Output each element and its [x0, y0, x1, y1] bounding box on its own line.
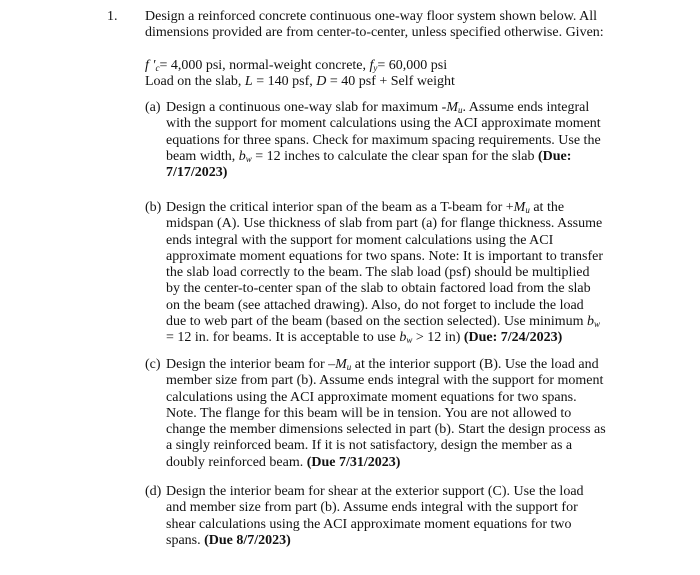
text-line	[145, 74, 455, 90]
problem-number: 1.	[107, 9, 118, 24]
text-line	[166, 281, 603, 297]
text-segment: Design the interior beam for –	[166, 357, 336, 372]
part-a	[145, 100, 601, 181]
problem-intro	[145, 9, 604, 42]
text-segment: w	[245, 153, 252, 164]
text-segment: w	[406, 335, 413, 346]
text-segment: b	[399, 330, 407, 346]
part-d-label: (d)	[145, 484, 162, 499]
text-segment: member size from part (b). Assume ends integral with the support for moment	[166, 373, 604, 389]
text-segment: M	[335, 357, 347, 372]
text-line	[166, 484, 584, 500]
text-segment: c	[155, 63, 160, 73]
text-segment: by the center-to-center span of the slab to obtain factored load from the slab	[166, 281, 591, 297]
text-segment: y	[373, 63, 378, 73]
text-segment: change the member dimensions selected in part (b). Start the design process as	[166, 422, 606, 438]
text-segment: shear calculations using the ACI approximate moment equations for two	[166, 516, 572, 532]
text-line	[166, 216, 603, 232]
text-segment: b	[238, 148, 246, 164]
text-line	[166, 455, 606, 471]
text-segment: L	[244, 74, 253, 90]
part-d	[145, 484, 584, 549]
text-segment: beam width,	[166, 148, 239, 164]
text-segment: dimensions provided are from center-to-center, unless specified otherwise. Given:	[145, 25, 604, 41]
text-segment: doubly reinforced beam.	[166, 454, 307, 470]
text-segment: = 4,000 psi, normal-weight concrete,	[159, 58, 370, 73]
text-line	[166, 116, 601, 132]
text-segment: Design the interior beam for shear at the exterior support (C). Use the load	[166, 484, 584, 499]
part-c-text	[166, 357, 606, 471]
text-line	[166, 200, 603, 216]
text-segment: Note. The flange for this beam will be in tension. You are not allowed to	[166, 405, 572, 421]
due-date: (Due: 7/24/2023)	[463, 330, 563, 346]
text-line	[166, 357, 606, 373]
text-segment: Design the critical interior span of the beam as a T-beam for +	[166, 200, 514, 215]
due-date: (Due 7/31/2023)	[306, 454, 401, 470]
text-line	[166, 133, 601, 149]
text-segment: the slab load correctly to the beam. The slab load (psf) should be multiplied	[166, 265, 590, 281]
part-d-text	[166, 484, 584, 549]
text-segment: on the beam (see attached drawing). Also, do not forget to include the load	[166, 297, 584, 313]
text-segment: and member size from part (b). Assume ends integral with the support for	[166, 500, 578, 516]
text-segment: midspan (A). Use thickness of slab from part (a) for flange thickness. Assume	[166, 216, 603, 232]
text-line	[145, 58, 455, 74]
text-segment: f ′	[145, 58, 156, 73]
text-segment: > 12 in)	[412, 330, 464, 346]
given-values	[145, 58, 455, 91]
text-segment: Load on the slab,	[145, 74, 245, 90]
part-b	[145, 200, 603, 347]
text-line	[166, 265, 603, 281]
text-segment: u	[525, 205, 530, 215]
part-b-label: (b)	[145, 200, 162, 215]
text-segment: u	[346, 362, 352, 372]
text-line	[166, 422, 606, 438]
part-b-text	[166, 200, 603, 347]
text-segment: f	[369, 58, 374, 73]
text-line	[166, 233, 603, 249]
text-segment: u	[458, 105, 463, 115]
text-segment: M	[446, 100, 458, 115]
text-segment: due to web part of the beam (based on the section selected). Use minimum	[166, 314, 588, 330]
text-segment: Design a continuous one-way slab for maximum -	[166, 100, 447, 115]
text-line	[166, 517, 584, 533]
text-line	[145, 9, 604, 25]
text-segment: at the	[529, 200, 565, 215]
text-line	[166, 373, 606, 389]
text-segment: M	[513, 200, 526, 215]
text-line	[166, 330, 603, 346]
text-line	[145, 25, 604, 41]
part-c-label: (c)	[145, 357, 161, 372]
due-date: (Due:	[537, 148, 572, 164]
text-segment: = 60,000 psi	[377, 58, 448, 73]
text-segment: at the interior support (B). Use the load and	[351, 357, 599, 372]
text-segment: w	[594, 319, 601, 330]
text-line	[166, 249, 603, 265]
text-segment: Design a reinforced concrete continuous one-way floor system shown below. All	[145, 9, 598, 24]
text-segment: ends integral with the support for moment calculations using the ACI	[166, 232, 554, 248]
text-segment: = 12 inches to calculate the clear span for the slab	[251, 148, 538, 164]
text-line	[166, 298, 603, 314]
text-segment: b	[587, 314, 595, 330]
part-a-text	[166, 100, 601, 181]
text-line	[166, 149, 601, 165]
part-a-label: (a)	[145, 100, 161, 115]
text-line	[166, 438, 606, 454]
text-line	[166, 500, 584, 516]
text-line	[166, 533, 584, 549]
text-segment: D	[316, 74, 327, 90]
text-line	[166, 390, 606, 406]
text-line	[166, 165, 601, 181]
text-segment: spans.	[166, 532, 205, 548]
text-segment: a singly reinforced beam. If it is not satisfactory, design the member as a	[166, 438, 573, 454]
text-segment: = 40 psf + Self weight	[326, 74, 455, 90]
text-line	[166, 100, 601, 116]
text-line	[166, 314, 603, 330]
text-segment: = 12 in. for beams. It is acceptable to use	[166, 330, 400, 346]
text-segment: approximate moment equations for two spans. Note: It is important to transfer	[166, 248, 604, 264]
text-segment: . Assume ends integral	[462, 100, 590, 115]
text-segment: calculations using the ACI approximate moment equations for two spans.	[166, 389, 577, 405]
part-c	[145, 357, 606, 471]
text-segment: with the support for moment calculations using the ACI approximate moment	[166, 116, 601, 132]
text-line	[166, 406, 606, 422]
text-segment: equations for three spans. Check for maximum spacing requirements. Use the	[166, 132, 601, 148]
due-date: 7/17/2023)	[166, 165, 228, 181]
text-segment: = 140 psf,	[252, 74, 317, 90]
due-date: (Due 8/7/2023)	[204, 532, 291, 548]
